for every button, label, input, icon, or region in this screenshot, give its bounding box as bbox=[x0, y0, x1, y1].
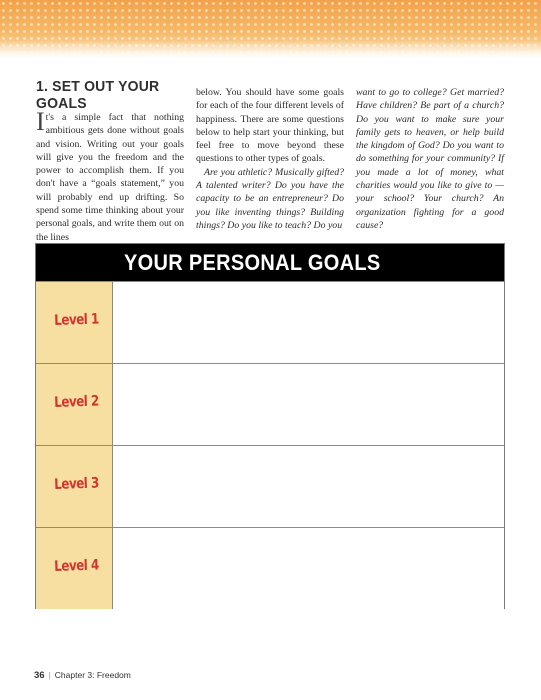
chapter-label: Chapter 3: Freedom bbox=[54, 670, 131, 680]
footer-separator: | bbox=[48, 670, 51, 680]
level-label: Level 2 bbox=[54, 393, 100, 411]
goal-writing-space[interactable] bbox=[113, 446, 504, 527]
personal-goals-table bbox=[35, 243, 505, 609]
level-label-cell bbox=[36, 528, 113, 609]
page-number: 36 bbox=[34, 670, 45, 681]
goal-writing-space[interactable] bbox=[113, 528, 504, 609]
goals-row-level-3 bbox=[36, 445, 504, 527]
column-2-paragraph-1: below. You should have some goals for each of the four different levels of happiness. There are some questions below to help start your thinking, but feel free to move beyond these questions to other types of goals. bbox=[196, 87, 344, 165]
drop-cap: I bbox=[36, 107, 45, 136]
level-label: Level 4 bbox=[54, 557, 100, 575]
goal-writing-space[interactable] bbox=[113, 282, 504, 363]
goals-row-level-2 bbox=[36, 363, 504, 445]
section-heading: 1. SET OUT YOUR GOALS bbox=[36, 76, 160, 112]
page-footer bbox=[34, 670, 131, 681]
header-banner-fade bbox=[0, 40, 541, 58]
level-label-cell bbox=[36, 364, 113, 445]
text-column-1 bbox=[36, 107, 184, 244]
goals-row-level-1 bbox=[36, 281, 504, 363]
goals-table-title: YOUR PERSONAL GOALS bbox=[124, 251, 381, 276]
level-label-cell bbox=[36, 282, 113, 363]
column-3-text: want to go to college? Get married? Have children? Be part of a church? Do you want to make sure your family gets to heaven, or help build the kingdom of God? Do you want to do something for your community? If you made a lot of money, what charities would you like to give to — your school? Your church? An organization fighting for a good cause? bbox=[356, 87, 504, 231]
column-1-text: t's a simple fact that nothing ambitious gets done without goals and vision. Writing out your goals will give you the freedom and the power to accomplish them. If you don't have a “goals statement,” you will probably end up drifting. So spend some time thinking about your personal goals, and write them out on the lines bbox=[36, 112, 184, 243]
level-label: Level 1 bbox=[54, 311, 100, 329]
level-label: Level 3 bbox=[54, 475, 100, 493]
goals-row-level-4 bbox=[36, 527, 504, 609]
goal-writing-space[interactable] bbox=[113, 364, 504, 445]
text-column-3 bbox=[356, 86, 504, 232]
level-label-cell bbox=[36, 446, 113, 527]
text-column-2 bbox=[196, 86, 344, 232]
goals-table-header bbox=[36, 244, 504, 281]
column-2-paragraph-2: Are you athletic? Musically gifted? A talented writer? Do you have the capacity to be an entrepreneur? Do you like inventing things? Building things? Do you like to teach? Do you bbox=[196, 166, 344, 231]
